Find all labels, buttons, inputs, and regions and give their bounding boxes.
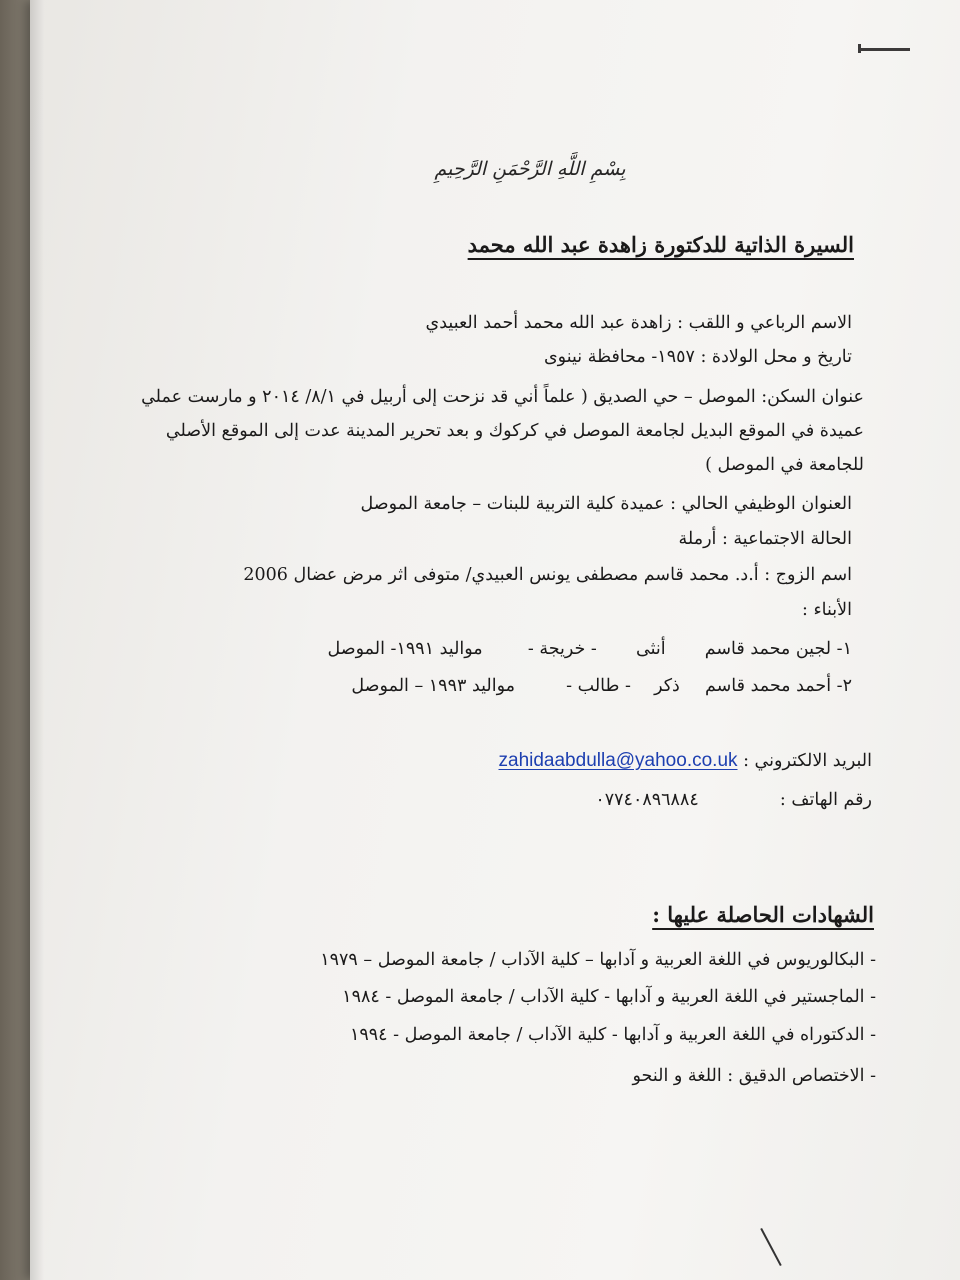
certificate-item: - البكالوريوس في اللغة العربية و آدابها – كلية الآداب / جامعة الموصل – ١٩٧٩ xyxy=(320,950,876,970)
cv-document xyxy=(30,0,960,1280)
certificate-item: - الماجستير في اللغة العربية و آدابها - كلية الآداب / جامعة الموصل - ١٩٨٤ xyxy=(342,987,876,1007)
job-line: العنوان الوظيفي الحالي : عميدة كلية التربية للبنات – جامعة الموصل xyxy=(360,494,852,514)
child-name: لجين محمد قاسم xyxy=(704,639,832,659)
child-status: - طالب - xyxy=(566,676,631,696)
child-row xyxy=(351,676,852,696)
email-label: البريد الالكتروني : xyxy=(743,751,872,771)
children-label: الأبناء : xyxy=(801,600,852,620)
certificate-item: - الدكتوراه في اللغة العربية و آدابها - كلية الآداب / جامعة الموصل - ١٩٩٤ xyxy=(349,1025,876,1045)
marital-status-line: الحالة الاجتماعية : أرملة xyxy=(678,529,852,549)
child-status: - خريجة - xyxy=(527,639,597,659)
address-paragraph: عنوان السكن: الموصل – حي الصديق ( علماً أني قد نزحت إلى أربيل في ٨/١/ ٢٠١٤ و مارست عملي عميدة في الموقع البديل لجامعة الموصل في كركوك و بعد تحرير المدينة عدت إلى الموقع الأصلي للجامعة في الموصل ) xyxy=(141,387,864,475)
email-link[interactable]: zahidaabdulla@yahoo.co.uk xyxy=(498,750,738,771)
child-number: ٢- xyxy=(836,676,852,696)
certificates-title: الشهادات الحاصلة عليها : xyxy=(652,902,874,927)
document-title: السيرة الذاتية للدكتورة زاهدة عبد الله محمد xyxy=(467,232,854,257)
child-gender: أنثى xyxy=(635,639,666,659)
full-name-line: الاسم الرباعي و اللقب : زاهدة عبد الله محمد أحمد العبيدي xyxy=(425,313,852,333)
child-birth: مواليد ١٩٩١- الموصل xyxy=(327,639,483,659)
husband-line: اسم الزوج : أ.د. محمد قاسم مصطفى يونس العبيدي/ متوفى اثر مرض عضال 2006 xyxy=(243,565,852,585)
child-row xyxy=(327,639,852,659)
certificate-item: - الاختصاص الدقيق : اللغة و النحو xyxy=(632,1066,876,1086)
basmala: بِسْمِ اللَّهِ الرَّحْمَنِ الرَّحِيمِ xyxy=(434,158,626,180)
child-birth: مواليد ١٩٩٣ – الموصل xyxy=(351,676,516,696)
paper-page xyxy=(30,0,960,1280)
phone-number: ٠٧٧٤٠٨٩٦٨٨٤ xyxy=(595,790,699,810)
email-row xyxy=(499,750,873,772)
child-name: أحمد محمد قاسم xyxy=(705,676,832,696)
birth-line: تاريخ و محل الولادة : ١٩٥٧- محافظة نينوى xyxy=(543,347,852,367)
phone-row xyxy=(595,790,872,810)
child-gender: ذكر xyxy=(654,676,680,696)
child-number: ١- xyxy=(836,639,852,659)
phone-label: رقم الهاتف : xyxy=(779,790,872,810)
